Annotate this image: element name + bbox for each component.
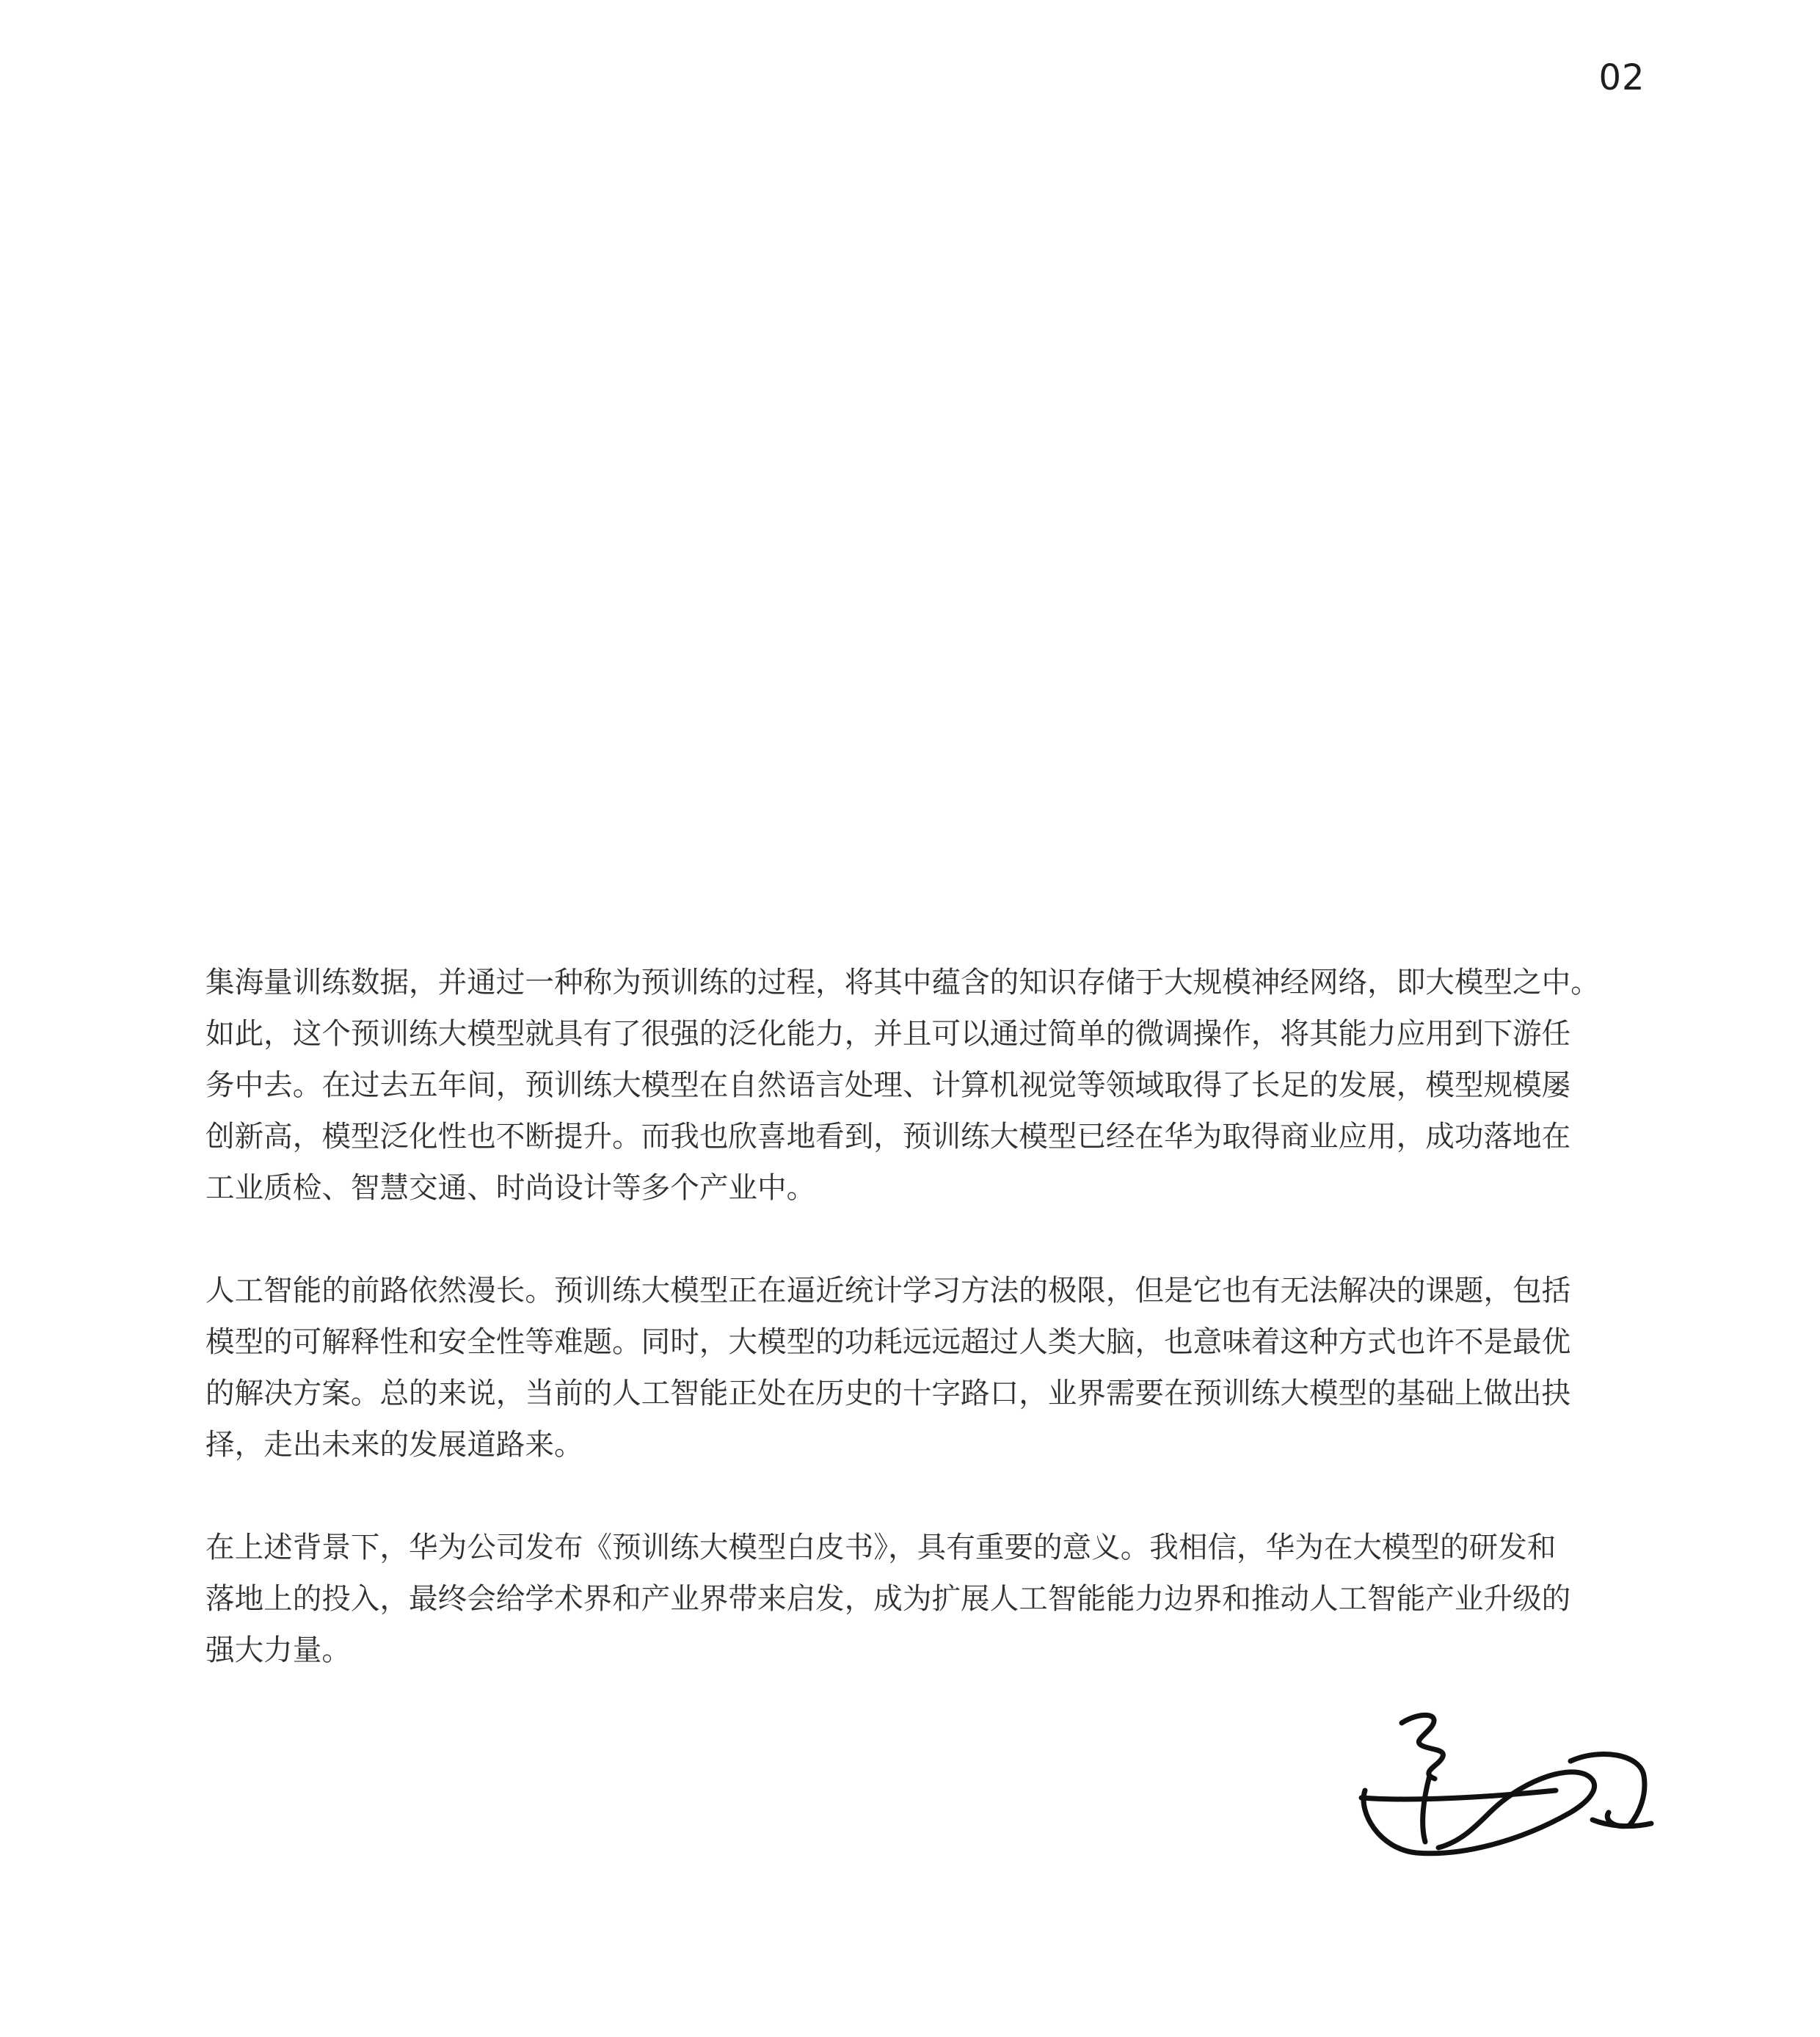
paragraph-line: 如此，这个预训练大模型就具有了很强的泛化能力，并且可以通过简单的微调操作，将其能力应用到下游任 bbox=[205, 1017, 1571, 1051]
paragraph-line: 创新高，模型泛化性也不断提升。而我也欣喜地看到，预训练大模型已经在华为取得商业应用，成功落地在 bbox=[205, 1120, 1571, 1154]
paragraph-line: 人工智能的前路依然漫长。预训练大模型正在逼近统计学习方法的极限，但是它也有无法解决的课题，包括 bbox=[205, 1274, 1571, 1308]
paragraph-line: 的解决方案。总的来说，当前的人工智能正处在历史的十字路口，业界需要在预训练大模型的基础上做出抉 bbox=[205, 1377, 1571, 1410]
signature-stroke-2 bbox=[1423, 1776, 1430, 1842]
paragraph-line: 务中去。在过去五年间，预训练大模型在自然语言处理、计算机视觉等领域取得了长足的发展，模型规模屡 bbox=[205, 1068, 1571, 1102]
paragraph-1 bbox=[205, 957, 1666, 1214]
paragraph-3 bbox=[205, 1522, 1666, 1676]
paragraph-line: 择，走出未来的发展道路来。 bbox=[205, 1428, 583, 1462]
paragraph-line: 在上述背景下，华为公司发布《预训练大模型白皮书》，具有重要的意义。我相信，华为在大模型的研发和 bbox=[205, 1531, 1557, 1564]
paragraph-line: 模型的可解释性和安全性等难题。同时，大模型的功耗远远超过人类大脑，也意味着这种方式也许不是最优 bbox=[205, 1325, 1571, 1359]
paragraph-2 bbox=[205, 1265, 1666, 1471]
signature-stroke-6 bbox=[1592, 1820, 1651, 1826]
signature-stroke-5 bbox=[1570, 1754, 1645, 1826]
signature-stroke-3 bbox=[1364, 1772, 1595, 1854]
handwritten-signature-icon bbox=[1350, 1702, 1659, 1871]
signature-stroke-1 bbox=[1402, 1715, 1443, 1779]
paragraph-line: 强大力量。 bbox=[205, 1633, 351, 1667]
paragraph-line: 工业质检、智慧交通、时尚设计等多个产业中。 bbox=[205, 1171, 816, 1205]
signature-strokes bbox=[1361, 1715, 1651, 1853]
paragraph-line: 落地上的投入，最终会给学术界和产业界带来启发，成为扩展人工智能能力边界和推动人工智能产业升级的 bbox=[205, 1582, 1571, 1616]
body-text bbox=[205, 957, 1666, 1676]
paragraph-line: 集海量训练数据，并通过一种称为预训练的过程，将其中蕴含的知识存储于大规模神经网络，即大模型之中。 bbox=[205, 966, 1600, 999]
signature-stroke-4 bbox=[1361, 1790, 1556, 1799]
page-number: 02 bbox=[1598, 57, 1645, 98]
